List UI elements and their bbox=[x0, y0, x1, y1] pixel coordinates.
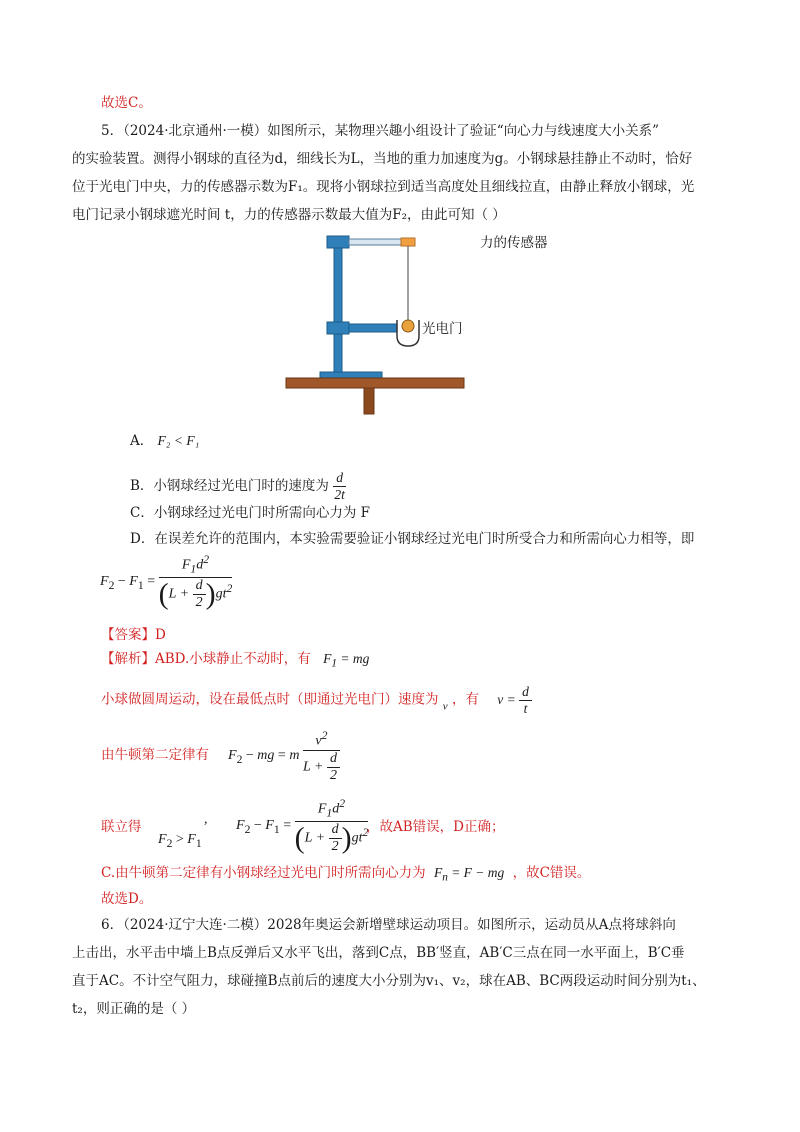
equation-combined-fraction: $F_1d^2$ (L + $\frac{d}{2}$ )$gt^2$ bbox=[294, 797, 369, 855]
equation-f2-gt-f1: $F_2 > F_1$ bbox=[158, 832, 202, 850]
analysis-line1 bbox=[101, 648, 711, 675]
middle-clamp bbox=[327, 322, 349, 334]
analysis-eq-v: v = $\frac{d}{t}$ bbox=[497, 692, 532, 707]
analysis-line5-tail: ，故C错误。 bbox=[512, 865, 591, 881]
option-b bbox=[130, 470, 740, 503]
q5-line2: 的实验装置。测得小钢球的直径为d，细线长为L，当地的重力加速度为g。小钢球悬挂静止不动时，恰好 bbox=[72, 151, 693, 167]
equation-d-fraction: $F_1d^2$ (L + $\frac{d}{2}$ )$gt^2$ bbox=[158, 553, 233, 611]
analysis-line3: 由牛顿第二定律有 bbox=[101, 747, 209, 763]
q6-line2: 上击出，水平击中墙上B点反弹后又水平飞出，落到C点，BB′竖直，AB′C三点在同一水平面上，B′C垂 bbox=[72, 945, 685, 961]
q6-line4: t₂，则正确的是（ ） bbox=[72, 1001, 196, 1017]
top-clamp bbox=[327, 236, 349, 248]
middle-arm bbox=[349, 324, 397, 332]
analysis-line5 bbox=[101, 862, 711, 889]
option-a-label: A． bbox=[130, 433, 154, 449]
equation-option-d: $F_2 - F_1$ = $F_1d^2$ (L + $\frac{d}{2}$ )$gt^2$ bbox=[100, 553, 233, 611]
force-sensor bbox=[401, 238, 415, 246]
analysis-line5-text: C.由牛顿第二定律有小钢球经过光电门时所需向心力为 bbox=[101, 865, 426, 881]
table-top bbox=[286, 378, 464, 388]
q5-line4: 电门记录小钢球遮光时间 t，力的传感器示数最大值为F₂，由此可知（ ） bbox=[72, 207, 506, 223]
analysis-line2-text: 小球做圆周运动，设在最低点时（即通过光电门）速度为 bbox=[101, 691, 439, 708]
analysis-eq-fn: $F_n = F$ − mg bbox=[433, 865, 505, 884]
final-answer-line: 故选D。 bbox=[101, 891, 153, 907]
analysis-v-symbol: v bbox=[442, 700, 448, 713]
analysis-line4-tail: ，故AB错误，D正确； bbox=[366, 819, 505, 835]
option-a bbox=[130, 430, 740, 452]
q6-line3: 直于AC。不计空气阻力，球碰撞B点前后的速度大小分别为v₁、v₂，球在AB、BC两段运动时间分别为t₁、 bbox=[72, 973, 706, 989]
option-c: C．小钢球经过光电门时所需向心力为 F bbox=[130, 505, 370, 521]
q6-line1: 6．（2024·辽宁大连·二模）2028年奥运会新增壁球运动项目。如图所示，运动员从A点将球斜向 bbox=[101, 917, 676, 933]
equation-newton-fraction: $v^2$ L + $\frac{d}{2}$ bbox=[303, 728, 340, 784]
q5-line3: 位于光电门中央，力的传感器示数为F₁。现将小钢球拉到适当高度处且细线拉直，由静止释放小钢球，光 bbox=[72, 179, 695, 195]
option-d: D．在误差允许的范围内，本实验需要验证小钢球经过光电门时所受合力和所需向心力相等，即 bbox=[130, 531, 695, 547]
stand-base bbox=[320, 372, 382, 378]
steel-ball bbox=[402, 320, 414, 332]
option-b-label: B．小钢球经过光电门时的速度为 bbox=[130, 478, 329, 494]
analysis-line1-text: 【解析】ABD.小球静止不动时，有 bbox=[101, 651, 311, 667]
top-answer-line: 故选C。 bbox=[101, 95, 152, 111]
analysis-line4-head: 联立得 bbox=[101, 819, 142, 835]
analysis-line2-you: ，有 bbox=[451, 691, 479, 708]
q5-line1: 5．（2024·北京通州·一模）如图所示，某物理兴趣小组设计了验证“向心力与线速度大小关系” bbox=[101, 123, 660, 139]
equation-newton: $F_2$ − mg = m $v^2$ L + $\frac{d}{2}$ bbox=[228, 728, 340, 784]
option-a-math: F₂ < F₁ bbox=[157, 433, 200, 448]
comma-mark: , bbox=[204, 812, 208, 827]
stand-pole bbox=[334, 236, 342, 376]
analysis-line2 bbox=[101, 684, 711, 718]
equation-combined: $F_2 - F_1$ = $F_1d^2$ (L + $\frac{d}{2}$ )$gt^2$ bbox=[236, 797, 369, 855]
top-arm bbox=[349, 239, 401, 245]
label-force-sensor: 力的传感器 bbox=[480, 235, 548, 251]
table-leg bbox=[364, 388, 374, 414]
label-photogate: 光电门 bbox=[422, 321, 463, 337]
analysis-eq-f1-mg: $F_1$ = mg bbox=[323, 651, 370, 670]
fraction-d-over-2t: $\frac{d}{2t}$ bbox=[334, 470, 345, 502]
answer-line: 【答案】D bbox=[101, 627, 166, 643]
